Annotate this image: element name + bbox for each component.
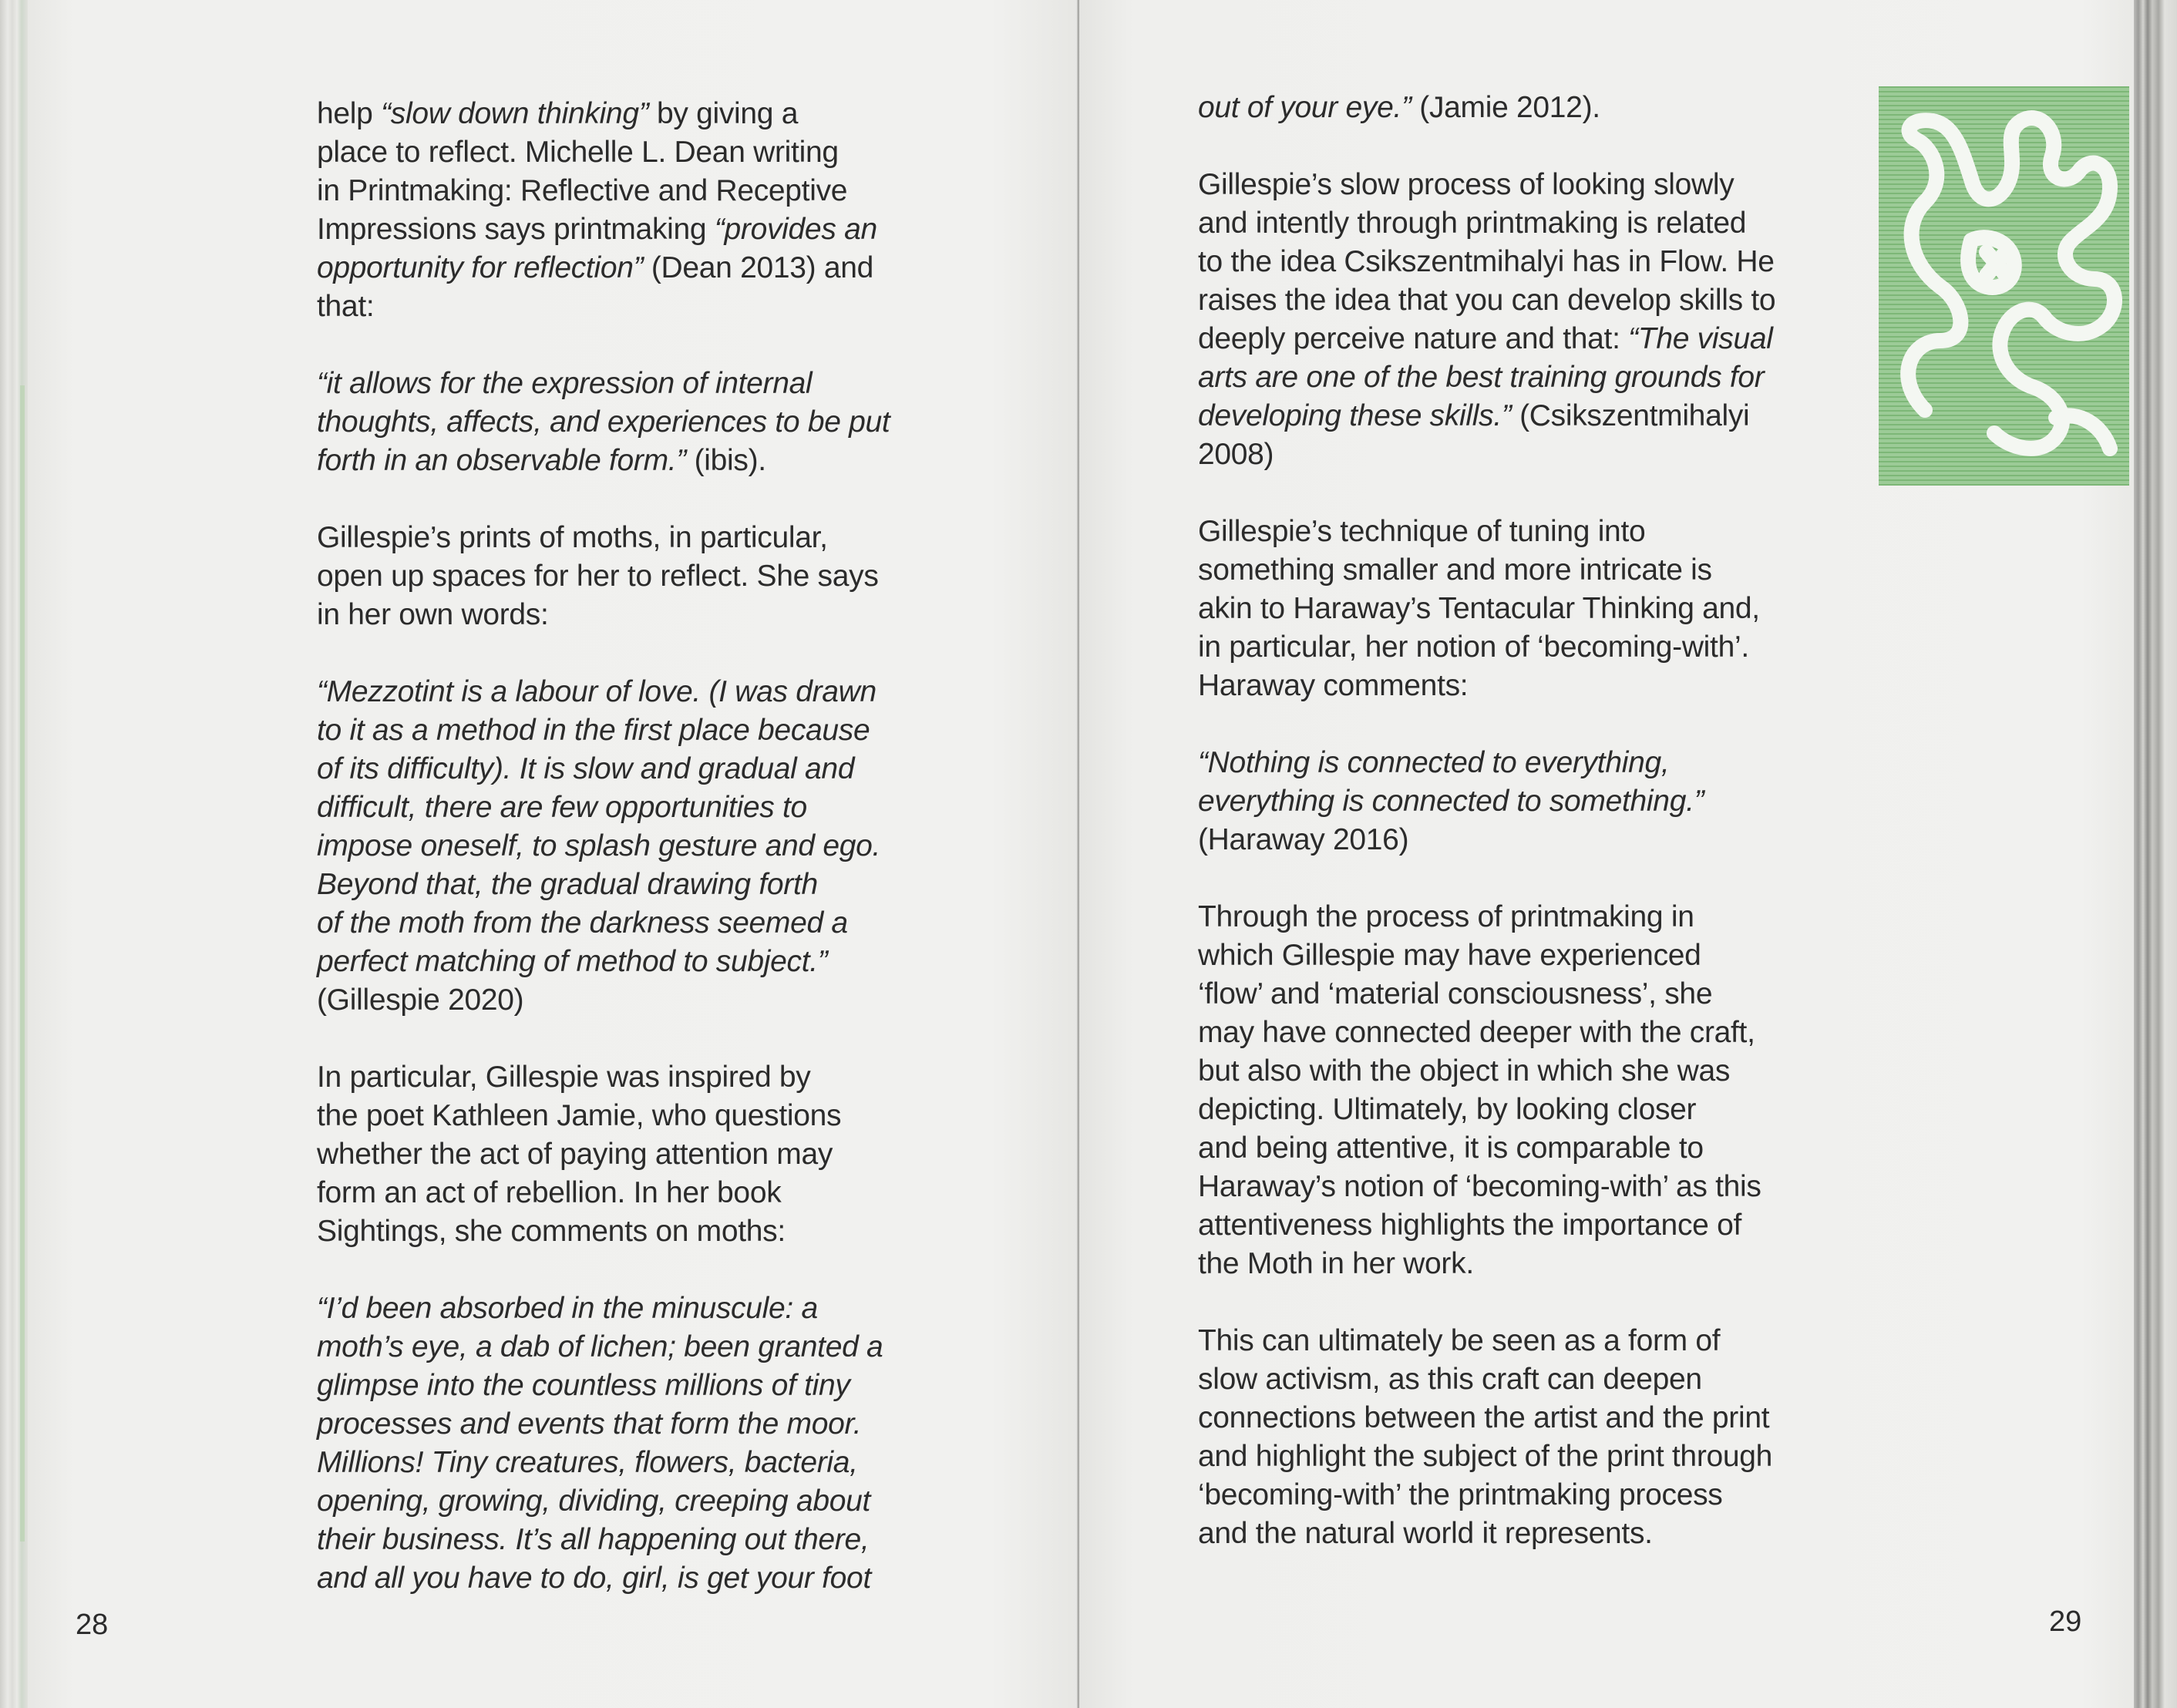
body-text: Through the process of printmaking in which Gillespie may have experienced ‘flow’ and ‘material consciousness’, she may have connected deeper with the craft, but also with the object in which she was depicting. Ultimately, by looking closer and being attentive, it is comparable to Haraway’s notion of ‘becoming-with’ as this attentiveness highlights the importance of the Moth in her work.	[1198, 900, 1761, 1280]
quote-text: out of your eye.”	[1198, 91, 1412, 124]
quote-text: “Mezzotint is a labour of love. (I was drawn to it as a method in the first place because of its difficulty). It is slow and gradual and difficult, there are few opportunities to impose oneself, to splash gesture and ego. Beyond that, the gradual drawing forth of the moth from the darkness seemed a perfect matching of method to subject.”	[317, 675, 881, 978]
body-text: Gillespie’s slow process of looking slowly and intently through printmaking is related to the idea Csikszentmihalyi has in Flow. He raises the idea that you can develop skills to deeply perceive nature and that:	[1198, 168, 1776, 355]
body-text: by giving a place to reflect. Michelle L. Dean writing in Printmaking: Reflective and Receptive Impressions says printmaking	[317, 97, 848, 246]
page-number-right: 29	[2049, 1605, 2082, 1638]
body-text: Gillespie’s prints of moths, in particular, open up spaces for her to reflect. She says in her own words:	[317, 521, 879, 631]
body-text: (Csikszentmihalyi 2008)	[1198, 399, 1750, 471]
paragraph	[1198, 744, 1892, 859]
paragraph	[317, 673, 1026, 1020]
body-text: (Jamie 2012).	[1411, 91, 1600, 124]
quote-text: “it allows for the expression of internal thoughts, affects, and experiences to be put forth in an observable form.”	[317, 367, 890, 477]
body-text: In particular, Gillespie was inspired by the poet Kathleen Jamie, who questions whether the act of paying attention may form an act of rebellion. In her book Sightings, she comments on moths:	[317, 1061, 842, 1248]
left-page	[28, 0, 1079, 1708]
quote-text: “I’d been absorbed in the minuscule: a moth’s eye, a dab of lichen; been granted a glimpse into the countless millions of tiny processes and events that form the moor. Millions! Tiny creatures, flowers, bacteria, opening, growing, dividing, creeping about their business. It’s all happening out there, and all you have to do, girl, is get your foot	[317, 1292, 883, 1595]
paragraph	[1198, 898, 1892, 1283]
body-text: Gillespie’s technique of tuning into something smaller and more intricate is akin to Haraway’s Tentacular Thinking and, in particular, her notion of ‘becoming-with’. Haraway comments:	[1198, 515, 1760, 702]
body-text: help	[317, 97, 382, 130]
quote-text: “The visual arts are one of the best training grounds for developing these skills.”	[1198, 322, 1773, 432]
body-text: (Gillespie 2020)	[317, 983, 524, 1017]
paragraph	[1198, 513, 1892, 705]
body-text: (Haraway 2016)	[1198, 823, 1409, 856]
page-number-left: 28	[76, 1609, 109, 1641]
paragraph	[317, 1289, 1026, 1598]
quote-text: “Nothing is connected to everything, everything is connected to something.”	[1198, 746, 1704, 818]
body-text: (Dean 2013) and that:	[317, 251, 874, 323]
paragraph	[1198, 89, 1892, 127]
right-page-edges	[2134, 0, 2177, 1708]
paragraph	[1198, 1322, 1892, 1553]
paragraph	[1198, 166, 1892, 474]
paragraph	[317, 1058, 1026, 1251]
left-page-body	[317, 95, 1026, 1598]
left-edge-green-tint	[20, 385, 25, 1542]
green-squiggle-print-icon	[1879, 86, 2129, 486]
body-text: This can ultimately be seen as a form of slow activism, as this craft can deepen connections between the artist and the print and highlight the subject of the print through ‘becoming-with’ the printmaking process and the natural world it represents.	[1198, 1324, 1773, 1550]
quote-text: “provides an opportunity for reflection”	[317, 213, 877, 284]
paragraph	[317, 519, 1026, 634]
body-text: (ibis).	[686, 444, 766, 477]
right-page-body	[1198, 89, 1892, 1553]
paragraph	[317, 365, 1026, 480]
quote-text: “slow down thinking”	[381, 97, 649, 130]
paragraph	[317, 95, 1026, 326]
